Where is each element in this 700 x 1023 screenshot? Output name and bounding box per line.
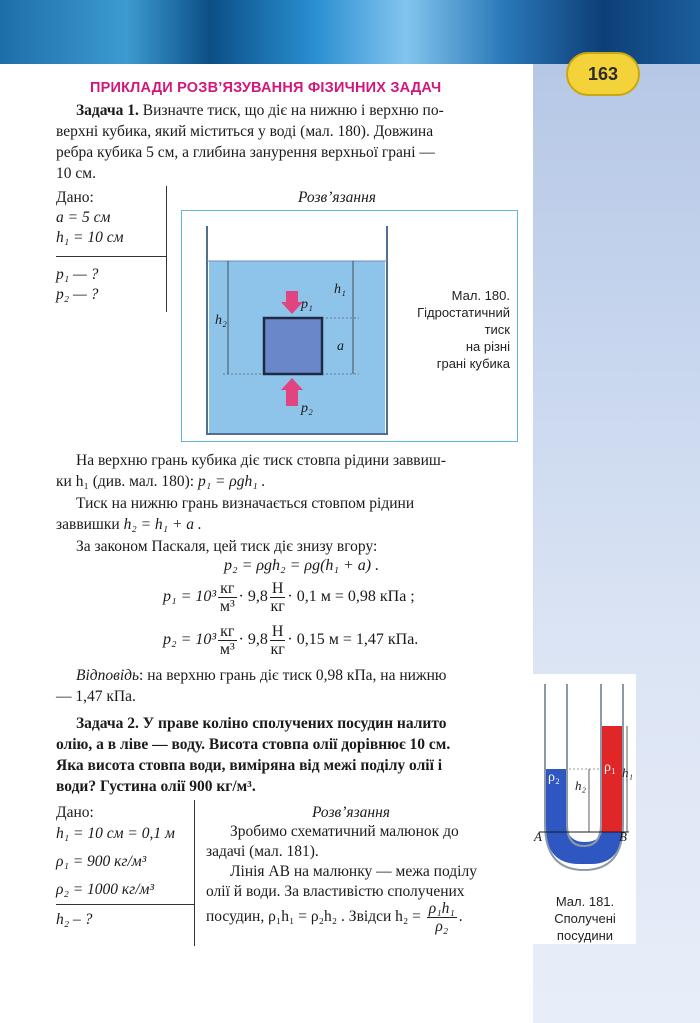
task2-given-divider [56, 904, 194, 905]
task2-given-h1: h₁ = 10 см = 0,1 м [56, 825, 175, 842]
oil-column [601, 726, 623, 832]
label-h2-tube: h₂ [575, 778, 587, 793]
answer1-line1: Відповідь: на верхню грань діє тиск 0,98 кПа, на нижню [76, 667, 447, 684]
solution2-1-line1: Зробимо схематичний малюнок до [230, 823, 459, 840]
label-rho2: ρ₂ [548, 770, 560, 785]
solution1-line1: На верхню грань кубика діє тиск стовпа рідини заввиш- [76, 452, 446, 469]
task1-given-divider [56, 256, 166, 257]
formula-p1: p₁ = ρgh₁ . [197, 473, 266, 490]
solution2-line2: заввишки h₂ = h₁ + a . [56, 516, 202, 533]
task2-given-rho1: ρ₁ = 900 кг/м³ [56, 853, 147, 870]
task1-line3: ребра кубика 5 см, а глибина занурення верхньої грані — [56, 144, 435, 161]
task1-given-title: Дано: [56, 189, 94, 206]
formula-h2: h₂ = h₁ + a . [123, 516, 202, 533]
figure-180-caption: Мал. 180. Гідростатичний тиск на різні грані кубика [417, 288, 510, 371]
solution1-line2: ки h₁ (див. мал. 180): p₁ = ρgh₁ . [56, 473, 266, 490]
task2-line3: Яка висота стовпа води, виміряна від межі поділу олії і [56, 757, 443, 774]
task1-line2: верхні кубика, який міститься у воді (мал. 180). Довжина [56, 123, 434, 140]
solution2-1-line2: задачі (мал. 181). [206, 843, 319, 860]
solution2-2-line1: Лінія AB на малюнку — межа поділу [230, 863, 477, 880]
label-h2: h₂ [215, 313, 227, 328]
label-h1: h₁ [334, 282, 346, 297]
task1-given-h1: h₁ = 10 см [56, 229, 124, 246]
task1-label: Задача 1. [76, 102, 139, 119]
formula-p2-general: p₂ = ρgh₂ = ρg(h₁ + a) . [224, 557, 380, 574]
solution2-3-line: посудин, ρ₁h₁ = ρ₂h₂ . Звідси h₂ = $\frac{\text{ρ₁h₁}}{\text{ρ₂}}$ . [206, 900, 463, 935]
task2-given-title: Дано: [56, 804, 94, 821]
label-h1-tube: h₁ [622, 765, 634, 780]
label-p2: p₂ [301, 401, 313, 416]
task2-given-rho2: ρ₂ = 1000 кг/м³ [56, 881, 155, 898]
task1-line4: 10 см. [56, 165, 96, 182]
solution3-line1: За законом Паскаля, цей тиск діє знизу вгору: [76, 538, 378, 555]
label-A: A [534, 829, 542, 844]
task1-find-p2: p₂ — ? [56, 286, 99, 303]
label-p1: p₁ [301, 297, 313, 312]
task1-given-a: a = 5 см [56, 209, 111, 226]
task2-given-vline [194, 800, 195, 946]
section-heading: ПРИКЛАДИ РОЗВ’ЯЗУВАННЯ ФІЗИЧНИХ ЗАДАЧ [90, 80, 442, 96]
label-B: B [619, 829, 627, 844]
task1-given-vline [166, 186, 167, 312]
task1-line1: Задача 1. Визначте тиск, що діє на нижню і верхню по- [76, 102, 444, 119]
task1-solution-title: Розв’язання [298, 189, 376, 206]
formula-p2-numeric: p₂ = 10³ $\frac{кг}{\text{м³}}$ · 9,8 $\frac{Н}{кг}$ · 0,15 м = 1,47 кПа. [163, 623, 419, 658]
task2-line4: води? Густина олії 900 кг/м³. [56, 778, 256, 795]
cube [264, 318, 322, 374]
answer1-line2: — 1,47 кПа. [56, 688, 136, 705]
formula-p1-numeric: p₁ = 10³ $\frac{кг}{\text{м³}}$ · 9,8 $\frac{Н}{кг}$ · 0,1 м = 0,98 кПа ; [163, 580, 415, 615]
task2-find-h2: h₂ – ? [56, 911, 93, 928]
task2-line2: олію, а в ліве — воду. Висота стовпа олії дорівнює 10 см. [56, 736, 451, 753]
task1-find-p1: p₁ — ? [56, 266, 99, 283]
label-rho1: ρ₁ [604, 760, 616, 775]
page-number-badge: 163 [566, 52, 640, 96]
figure-181-caption: Мал. 181. Сполучені посудини [554, 894, 616, 943]
task2-solution-title: Розв’язання [312, 804, 390, 821]
solution2-2-line2: олії й води. За властивістю сполучених [206, 883, 465, 900]
solution2-line1: Тиск на нижню грань визначається стовпом рідини [76, 495, 415, 512]
task2-line1: Задача 2. У праве коліно сполучених посудин налито [76, 715, 447, 732]
label-a: a [337, 339, 344, 354]
